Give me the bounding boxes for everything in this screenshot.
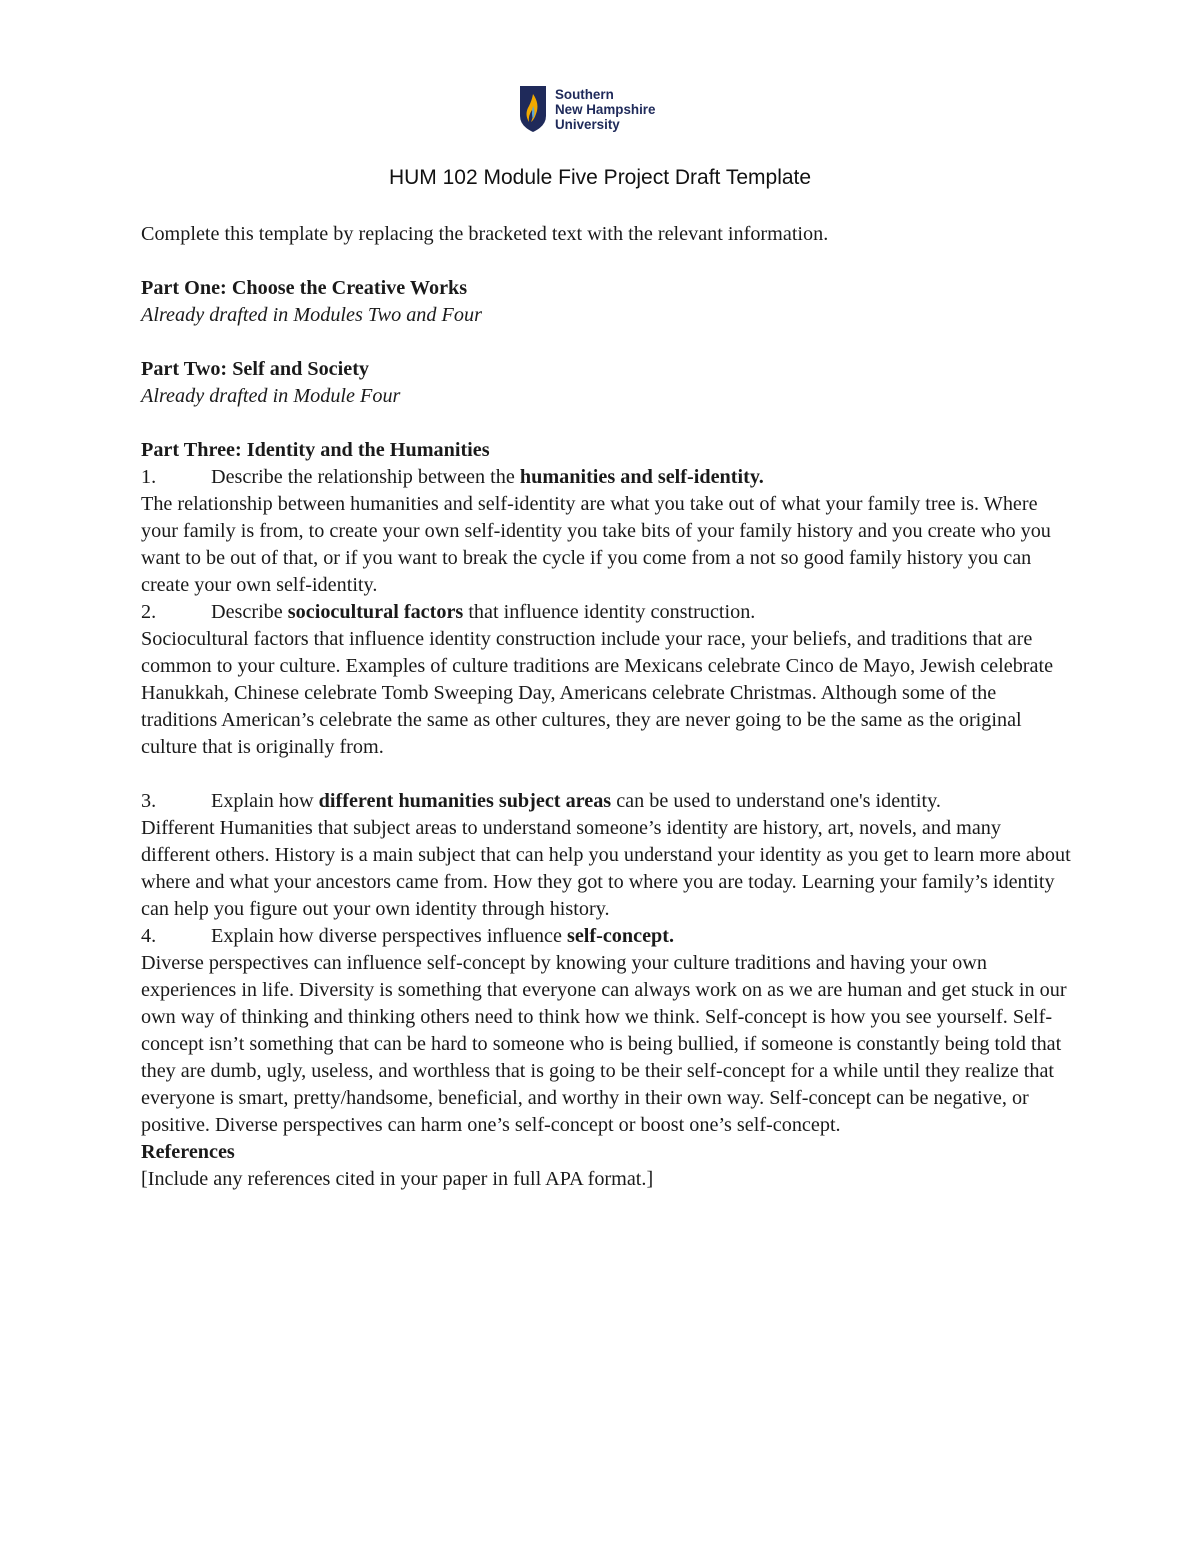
- document-body: [141, 221, 1071, 1193]
- part-one-note: Already drafted in Modules Two and Four: [141, 304, 482, 326]
- question-number: 3.: [141, 790, 157, 812]
- answer-3: Different Humanities that subject areas to understand someone’s identity are history, art, novels, and many different others. History is a main subject that can help you understand your identity as you get to learn more about where and what your ancestors came from. How they got to where you are today. Learning your family’s identity can help you figure out your own identity through history.: [141, 817, 1071, 920]
- question-number: 1.: [141, 466, 157, 488]
- question-number: 2.: [141, 601, 157, 623]
- part-three-heading: Part Three: Identity and the Humanities: [141, 439, 490, 461]
- university-logo: [520, 84, 655, 134]
- question-1: 1. Describe the relationship between the humanities and self-identity.: [141, 464, 1071, 491]
- part-one-heading: Part One: Choose the Creative Works: [141, 277, 468, 299]
- logo-line-1: Southern: [555, 86, 614, 102]
- question-3: 3. Explain how different humanities subject areas can be used to understand one's identity.: [141, 788, 1071, 815]
- answer-1: The relationship between humanities and self-identity are what you take out of what your family tree is. Where your family is from, to create your own self-identity you take bits of your family history and you create who you want to be out of that, or if you want to break the cycle if you come from a not so good family history you can create your own self-identity.: [141, 493, 1051, 596]
- answer-4: Diverse perspectives can influence self-concept by knowing your culture traditions and having your own experiences in life. Diversity is something that everyone can always work on as we are human and get stuck in our own way of thinking and thinking others need to think how we think. Self-concept is how you see yourself. Self-concept isn’t something that can be hard to someone who is being bullied, if someone is constantly being told that they are dumb, ugly, useless, and worthless that is going to be their self-concept for a while until they realize that everyone is smart, pretty/handsome, beneficial, and worthy in their own way. Self-concept can be negative, or positive. Diverse perspectives can harm one’s self-concept or boost one’s self-concept.: [141, 952, 1067, 1136]
- references-heading: References: [141, 1141, 235, 1163]
- part-two-note: Already drafted in Module Four: [141, 385, 401, 407]
- question-number: 4.: [141, 925, 157, 947]
- document-title: HUM 102 Module Five Project Draft Template: [388, 166, 812, 189]
- university-name: [555, 87, 655, 132]
- snhu-shield-icon: [520, 86, 546, 132]
- answer-2: Sociocultural factors that influence identity construction include your race, your beliefs, and traditions that are common to your culture. Examples of culture traditions are Mexicans celebrate Cinco de Mayo, Jewish celebrate Hanukkah, Chinese celebrate Tomb Sweeping Day, Americans celebrate Christmas. Although some of the traditions American’s celebrate the same as other cultures, they are never going to be the same as the original culture that is originally from.: [141, 628, 1054, 758]
- question-2: 2. Describe sociocultural factors that influence identity construction.: [141, 599, 1071, 626]
- part-two-heading: Part Two: Self and Society: [141, 358, 370, 380]
- logo-line-3: University: [555, 116, 620, 132]
- question-4: 4. Explain how diverse perspectives influence self-concept.: [141, 923, 1071, 950]
- intro-text: Complete this template by replacing the bracketed text with the relevant information.: [141, 223, 829, 245]
- references-placeholder: [Include any references cited in your paper in full APA format.]: [141, 1168, 654, 1190]
- logo-line-2: New Hampshire: [555, 101, 656, 117]
